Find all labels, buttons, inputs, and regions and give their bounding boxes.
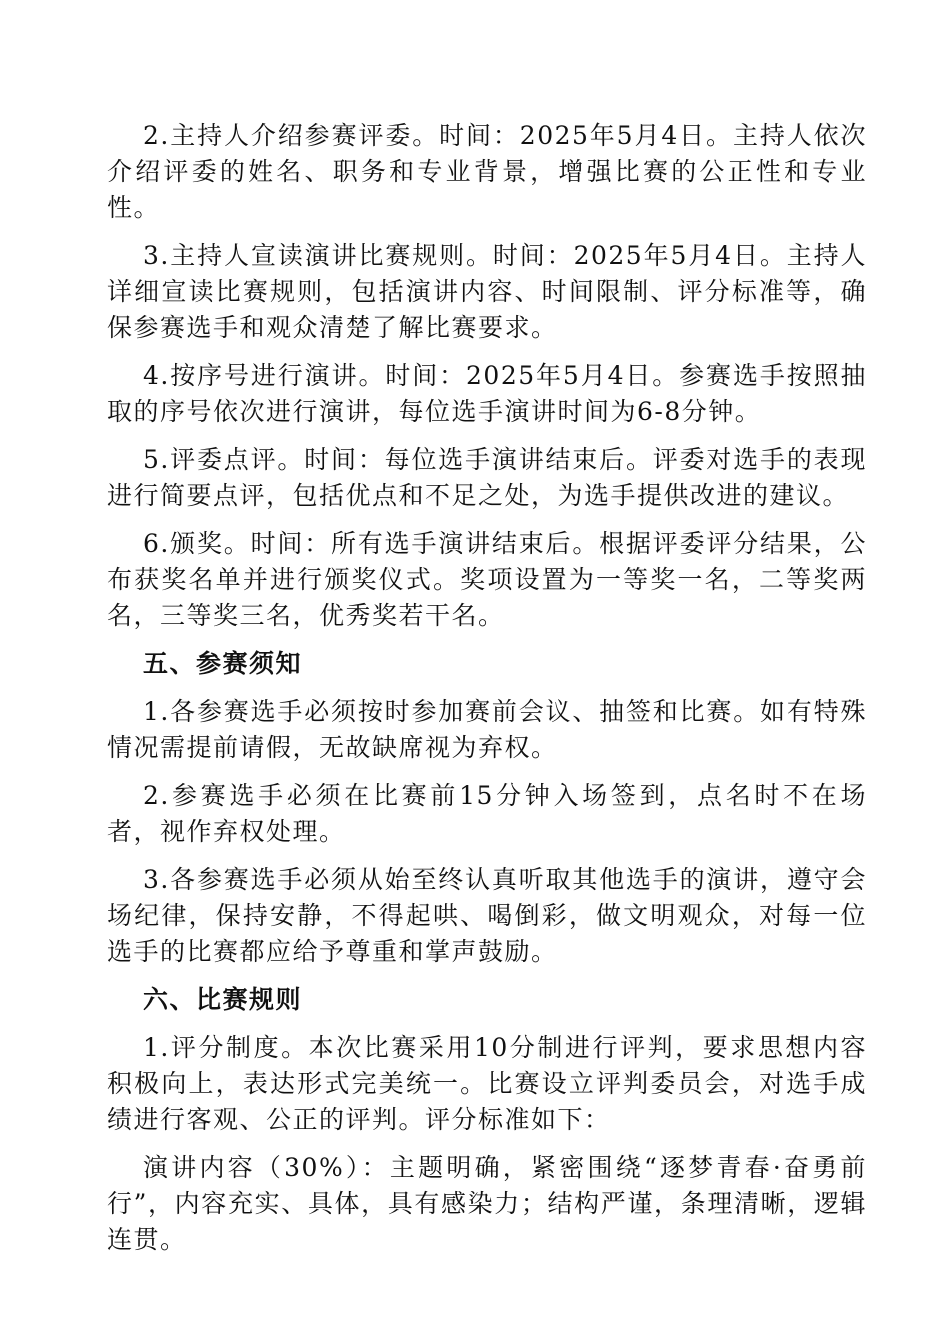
notes-item-3: 3.各参赛选手必须从始至终认真听取其他选手的演讲，遵守会场纪律，保持安静，不得起哄、喝倒彩，做文明观众，对每一位选手的比赛都应给予尊重和掌声鼓励。 [107, 865, 867, 966]
paragraph-item-5: 5.评委点评。时间：每位选手演讲结束后。评委对选手的表现进行简要点评，包括优点和不足之处，为选手提供改进的建议。 [107, 445, 867, 510]
paragraph-item-2: 2.主持人介绍参赛评委。时间：2025年5月4日。主持人依次介绍评委的姓名、职务和专业背景，增强比赛的公正性和专业性。 [107, 121, 867, 222]
rules-item-1: 1.评分制度。本次比赛采用10分制进行评判，要求思想内容积极向上，表达形式完美统一。比赛设立评判委员会，对选手成绩进行客观、公正的评判。评分标准如下： [107, 1033, 867, 1134]
section-heading-competition-rules: 六、比赛规则 [143, 985, 303, 1014]
section-heading-participation-notes: 五、参赛须知 [143, 649, 303, 678]
paragraph-item-3: 3.主持人宣读演讲比赛规则。时间：2025年5月4日。主持人详细宣读比赛规则，包括演讲内容、时间限制、评分标准等，确保参赛选手和观众清楚了解比赛要求。 [107, 241, 867, 342]
notes-item-2: 2.参赛选手必须在比赛前15分钟入场签到，点名时不在场者，视作弃权处理。 [107, 781, 867, 846]
rules-criteria-content: 演讲内容（30%）：主题明确，紧密围绕“逐梦青春·奋勇前行”，内容充实、具体，具有感染力；结构严谨，条理清晰，逻辑连贯。 [107, 1153, 867, 1254]
paragraph-item-4: 4.按序号进行演讲。时间：2025年5月4日。参赛选手按照抽取的序号依次进行演讲，每位选手演讲时间为6-8分钟。 [107, 361, 867, 426]
notes-item-1: 1.各参赛选手必须按时参加赛前会议、抽签和比赛。如有特殊情况需提前请假，无故缺席视为弃权。 [107, 697, 867, 762]
document-page [107, 118, 867, 1270]
paragraph-item-6: 6.颁奖。时间：所有选手演讲结束后。根据评委评分结果，公布获奖名单并进行颁奖仪式。奖项设置为一等奖一名，二等奖两名，三等奖三名，优秀奖若干名。 [107, 529, 867, 630]
